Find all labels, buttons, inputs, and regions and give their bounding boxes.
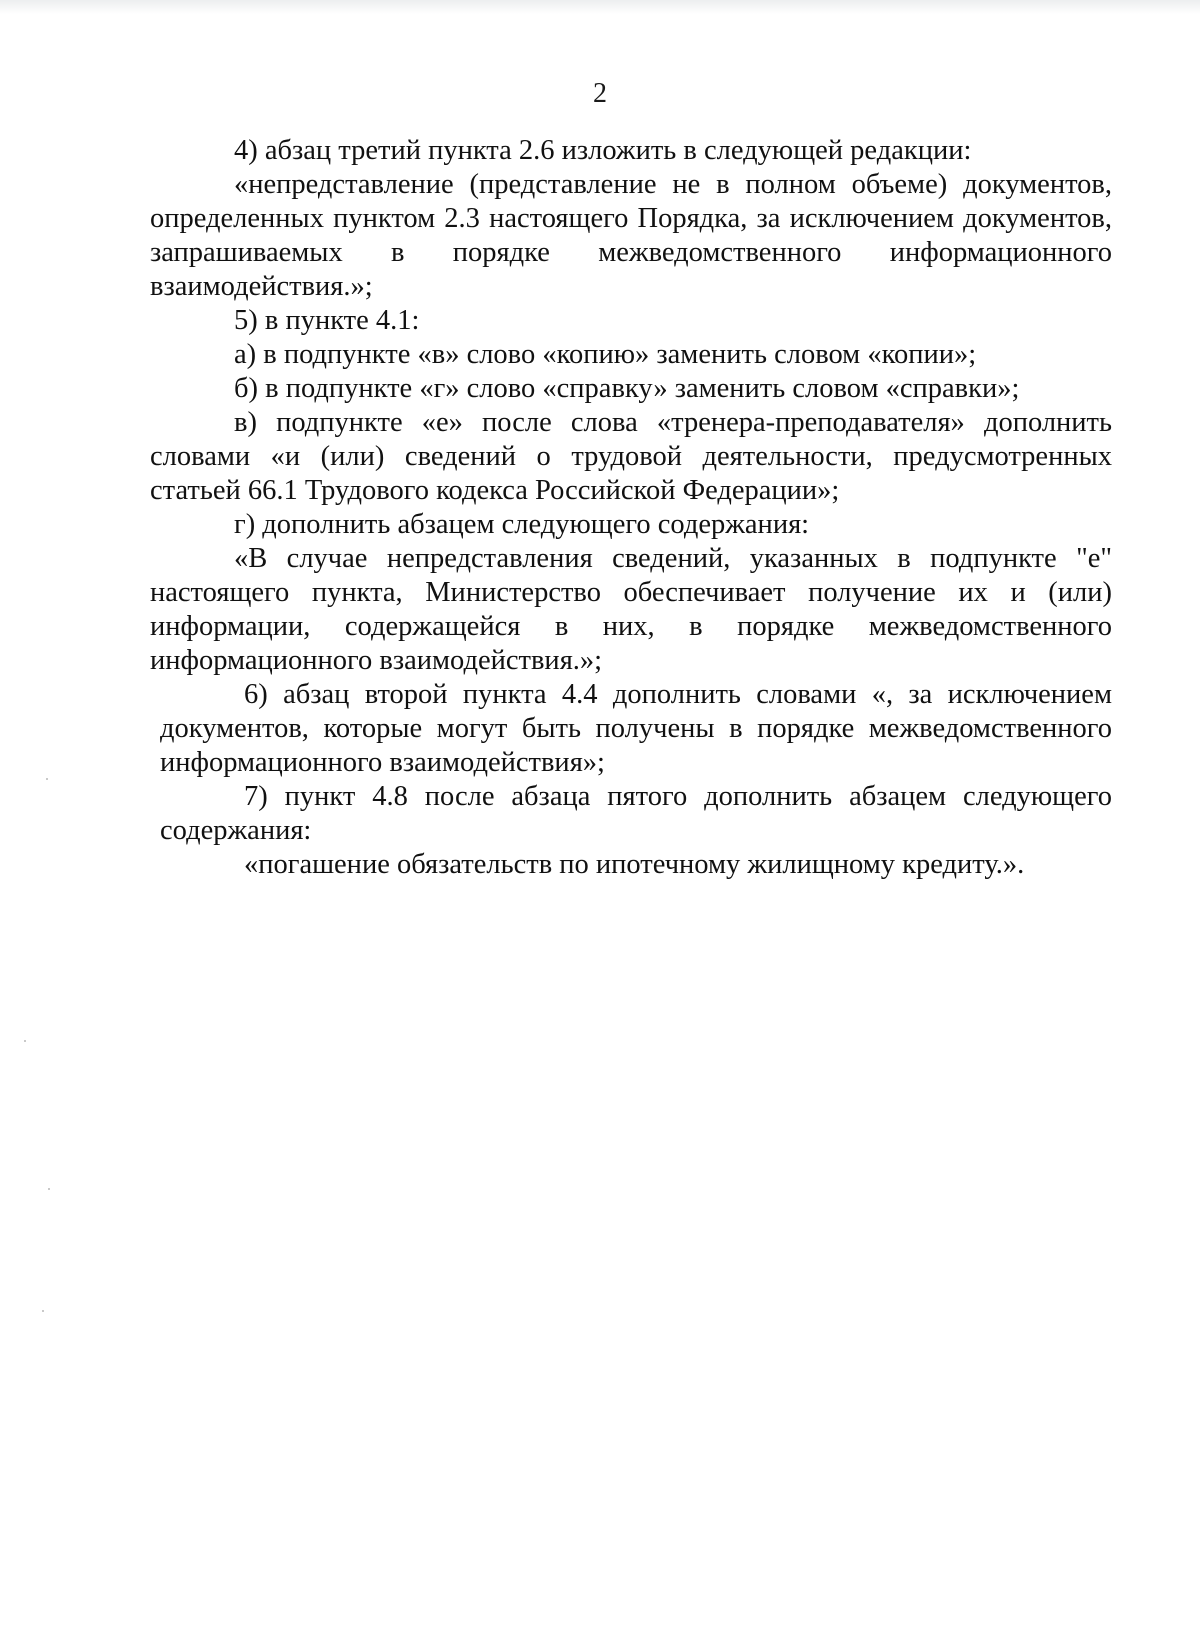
paragraph-item-4-text: «непредставление (представление не в полном объеме) документов, определенных пунктом 2.3 настоящего Порядка, за исключением документов, запрашиваемых в порядке межведомственного информационного взаимодействия.»; xyxy=(150,169,1112,302)
paragraph-subitem-b: б) в подпункте «г» слово «справку» заменить словом «справки»; xyxy=(234,373,1020,404)
paragraph-subitem-g-text: «В случае непредставления сведений, указанных в подпункте "е" настоящего пункта, Министерство обеспечивает получение их и (или) информации, содержащейся в них, в порядке межведомственного информационного взаимодействия.»; xyxy=(150,543,1112,676)
paragraph-item-5: 5) в пункте 4.1: xyxy=(234,305,420,336)
scan-speck xyxy=(24,1040,26,1042)
paragraph-item-4: 4) абзац третий пункта 2.6 изложить в следующей редакции: xyxy=(234,135,972,166)
scan-speck xyxy=(48,1188,50,1190)
scan-speck xyxy=(42,1310,44,1312)
paragraph-item-6: 6) абзац второй пункта 4.4 дополнить словами «, за исключением документов, которые могут быть получены в порядке межведомственного информационного взаимодействия»; xyxy=(160,679,1112,778)
scan-edge-shadow xyxy=(0,0,1200,14)
paragraph-subitem-g: г) дополнить абзацем следующего содержания: xyxy=(234,509,810,540)
paragraph-subitem-v: в) подпункте «е» после слова «тренера-преподавателя» дополнить словами «и (или) сведений о трудовой деятельности, предусмотренных статьей 66.1 Трудового кодекса Российской Федерации»; xyxy=(150,407,1112,506)
page-number: 2 xyxy=(593,78,607,109)
paragraph-item-7-text: «погашение обязательств по ипотечному жилищному кредиту.». xyxy=(244,849,1025,880)
paragraph-item-7: 7) пункт 4.8 после абзаца пятого дополнить абзацем следующего содержания: xyxy=(160,781,1112,846)
document-body xyxy=(150,134,1112,882)
scan-speck xyxy=(46,778,48,780)
paragraph-subitem-a: а) в подпункте «в» слово «копию» заменить словом «копии»; xyxy=(234,339,977,370)
